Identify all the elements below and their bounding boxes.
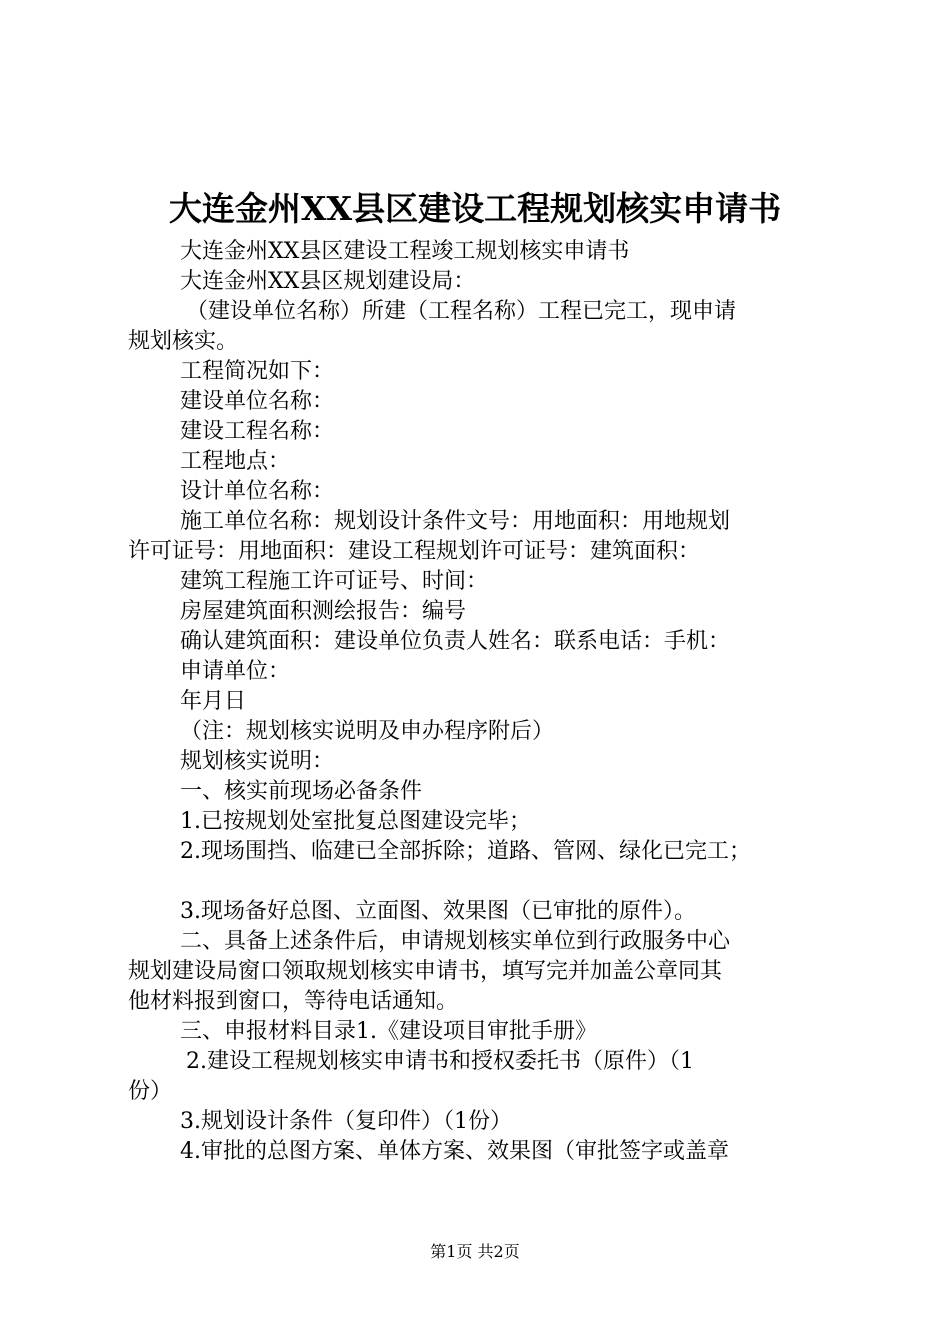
body-line: 规划核实说明： — [180, 749, 335, 774]
document-title: 大连金州XX县区建设工程规划核实申请书 — [168, 189, 782, 228]
body-line: 1.已按规划处室批复总图建设完毕； — [180, 809, 531, 834]
body-line: 份） — [128, 1079, 173, 1104]
body-line: 三、申报材料目录1.《建设项目审批手册》 — [180, 1019, 597, 1044]
body-line: 年月日 — [180, 689, 247, 714]
body-line: 3.规划设计条件（复印件）（1份） — [180, 1109, 512, 1134]
body-line: 他材料报到窗口，等待电话通知。 — [128, 989, 459, 1014]
body-line: 工程地点： — [180, 449, 291, 474]
body-line: 4.审批的总图方案、单体方案、效果图（审批签字或盖章 — [180, 1139, 729, 1164]
body-line: 3.现场备好总图、立面图、效果图（已审批的原件）。 — [180, 899, 696, 924]
body-line: 大连金州XX县区建设工程竣工规划核实申请书 — [180, 239, 630, 264]
body-line: 建筑工程施工许可证号、时间： — [180, 569, 489, 594]
body-line: 二、具备上述条件后，申请规划核实单位到行政服务中心 — [180, 929, 731, 954]
body-line: 2.现场围挡、临建已全部拆除；道路、管网、绿化已完工； — [180, 839, 751, 864]
body-line: 2.建设工程规划核实申请书和授权委托书（原件）（1 — [186, 1049, 694, 1074]
body-line: （建设单位名称）所建（工程名称）工程已完工，现申请 — [186, 299, 737, 324]
body-line: 大连金州XX县区规划建设局： — [180, 269, 476, 294]
body-line: 房屋建筑面积测绘报告：编号 — [180, 599, 467, 624]
body-line: 确认建筑面积：建设单位负责人姓名：联系电话：手机： — [180, 629, 731, 654]
body-line: （注：规划核实说明及申办程序附后） — [180, 719, 555, 744]
body-line: 施工单位名称：规划设计条件文号：用地面积：用地规划 — [180, 509, 731, 534]
body-line: 一、核实前现场必备条件 — [180, 779, 423, 804]
body-line: 设计单位名称： — [180, 479, 335, 504]
page-footer: 第1页 共2页 — [430, 1242, 520, 1261]
body-line: 许可证号：用地面积：建设工程规划许可证号：建筑面积： — [128, 539, 701, 564]
body-line: 建设工程名称： — [180, 419, 335, 444]
body-line: 申请单位： — [180, 659, 291, 684]
blank-line — [128, 867, 843, 897]
body-line: 规划建设局窗口领取规划核实申请书，填写完并加盖公章同其 — [128, 959, 723, 984]
document-body — [128, 237, 843, 1167]
body-line: 建设单位名称： — [180, 389, 335, 414]
body-line: 规划核实。 — [128, 329, 239, 354]
body-line: 工程简况如下： — [180, 359, 335, 384]
